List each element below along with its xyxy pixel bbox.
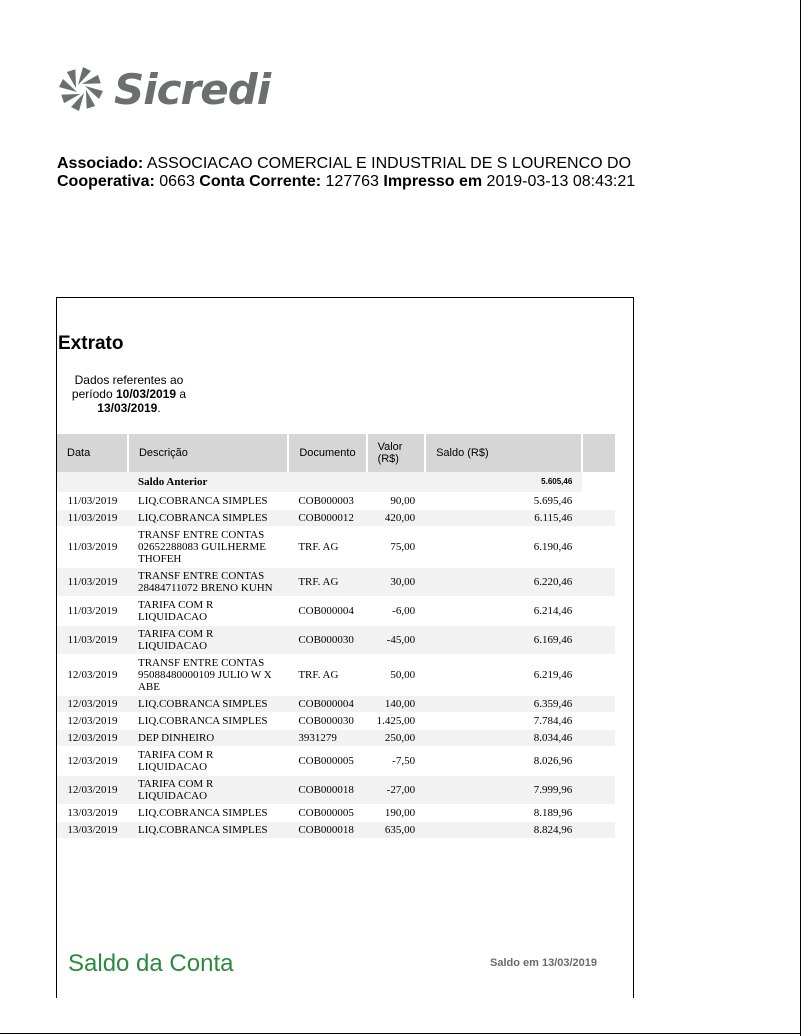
cell-descricao: LIQ.COBRANCA SIMPLES	[128, 713, 288, 730]
cell-data: 11/03/2019	[57, 626, 128, 655]
cell-valor: -6,00	[367, 597, 426, 626]
cell-descricao: TARIFA COM R LIQUIDACAO	[128, 776, 288, 805]
periodo-mid: a	[179, 387, 187, 401]
col-header-extra	[582, 434, 615, 472]
cell-saldo: 8.026,96	[425, 747, 582, 776]
cell-extra	[582, 568, 615, 597]
cell-documento: COB000012	[288, 510, 366, 527]
cell-extra	[582, 805, 615, 822]
col-header-saldo: Saldo (R$)	[425, 434, 582, 472]
saldo-conta-title: Saldo da Conta	[68, 950, 234, 977]
table-header-row	[57, 434, 615, 472]
table-row	[57, 747, 615, 776]
cell-valor: 190,00	[367, 805, 426, 822]
table-row	[57, 510, 615, 527]
cell-data: 12/03/2019	[57, 747, 128, 776]
cell-saldo: 8.824,96	[425, 822, 582, 839]
col-header-data: Data	[57, 434, 128, 472]
table-row	[57, 713, 615, 730]
cell-documento: COB000004	[288, 597, 366, 626]
cell-saldo: 6.359,46	[425, 696, 582, 713]
cell-data: 12/03/2019	[57, 655, 128, 696]
cell-data: 12/03/2019	[57, 776, 128, 805]
cell-extra	[582, 527, 615, 568]
cell-documento: COB000030	[288, 626, 366, 655]
table-row	[57, 597, 615, 626]
cell-valor: -45,00	[367, 626, 426, 655]
cell-descricao: TRANSF ENTRE CONTAS 28484711072 BRENO KUHN	[128, 568, 288, 597]
table-row	[57, 527, 615, 568]
page-bottom-border	[0, 1033, 801, 1034]
cell-saldo: 6.169,46	[425, 626, 582, 655]
cell-data: 11/03/2019	[57, 597, 128, 626]
associado-label: Associado:	[57, 155, 144, 172]
account-header	[57, 155, 635, 191]
sicredi-pinwheel-icon	[56, 64, 106, 114]
cell-documento: COB000004	[288, 696, 366, 713]
table-row	[57, 696, 615, 713]
cell-data: 13/03/2019	[57, 822, 128, 839]
cell-valor: 140,00	[367, 696, 426, 713]
cell-saldo: 7.784,46	[425, 713, 582, 730]
cell-saldo: 6.214,46	[425, 597, 582, 626]
saldo-anterior-row	[57, 472, 615, 493]
cell-data: 12/03/2019	[57, 696, 128, 713]
periodo-prefix: Dados referentes ao período	[71, 373, 184, 401]
cell-descricao: TRANSF ENTRE CONTAS 95088480000109 JULIO W X ABE	[128, 655, 288, 696]
table-row	[57, 730, 615, 747]
cell-valor: 635,00	[367, 822, 426, 839]
cell-extra	[582, 510, 615, 527]
cell-valor: 90,00	[367, 493, 426, 510]
saldo-anterior-label: Saldo Anterior	[128, 472, 425, 493]
cell-data: 13/03/2019	[57, 805, 128, 822]
cell-valor: 250,00	[367, 730, 426, 747]
table-row	[57, 822, 615, 839]
extrato-table	[57, 434, 615, 839]
cell-data: 11/03/2019	[57, 527, 128, 568]
cell-valor: 30,00	[367, 568, 426, 597]
cell-valor: -27,00	[367, 776, 426, 805]
impresso-label: Impresso em	[383, 173, 483, 190]
table-row	[57, 776, 615, 805]
cell-extra	[582, 747, 615, 776]
table-row	[57, 805, 615, 822]
cell-documento: COB000003	[288, 493, 366, 510]
cell-valor: 50,00	[367, 655, 426, 696]
impresso-value: 2019-03-13 08:43:21	[486, 173, 636, 190]
cell-descricao: LIQ.COBRANCA SIMPLES	[128, 805, 288, 822]
cell-valor: 420,00	[367, 510, 426, 527]
cell-saldo: 7.999,96	[425, 776, 582, 805]
associado-value: ASSOCIACAO COMERCIAL E INDUSTRIAL DE S LOURENCO DO	[146, 155, 632, 172]
cell-valor: 1.425,00	[367, 713, 426, 730]
cell-documento: COB000005	[288, 805, 366, 822]
saldo-em-label: Saldo em 13/03/2019	[490, 957, 598, 969]
cell-saldo: 6.115,46	[425, 510, 582, 527]
cell-descricao: LIQ.COBRANCA SIMPLES	[128, 822, 288, 839]
cell-saldo: 8.189,96	[425, 805, 582, 822]
cell-valor: 75,00	[367, 527, 426, 568]
table-row	[57, 493, 615, 510]
cell-extra	[582, 730, 615, 747]
cell-valor: -7,50	[367, 747, 426, 776]
cell-extra	[582, 696, 615, 713]
cell-documento: TRF. AG	[288, 568, 366, 597]
cell-data: 11/03/2019	[57, 493, 128, 510]
cell-documento: COB000030	[288, 713, 366, 730]
logo-text: Sicredi	[114, 64, 271, 114]
sicredi-logo	[56, 62, 270, 116]
cell-extra	[582, 822, 615, 839]
saldo-anterior-value: 5.605,46	[425, 472, 582, 493]
cell-saldo: 6.220,46	[425, 568, 582, 597]
cell-descricao: TARIFA COM R LIQUIDACAO	[128, 626, 288, 655]
cell-documento: COB000005	[288, 747, 366, 776]
cell-descricao: TRANSF ENTRE CONTAS 02652288083 GUILHERME THOFEH	[128, 527, 288, 568]
cell-extra	[582, 626, 615, 655]
cell-descricao: TARIFA COM R LIQUIDACAO	[128, 597, 288, 626]
cell-data: 11/03/2019	[57, 510, 128, 527]
cell-documento: 3931279	[288, 730, 366, 747]
cell-extra	[582, 493, 615, 510]
cell-extra	[582, 655, 615, 696]
cell-documento: COB000018	[288, 776, 366, 805]
cooperativa-value: 0663	[159, 173, 195, 190]
cell-extra	[582, 776, 615, 805]
cooperativa-line	[57, 173, 635, 191]
col-header-descricao: Descrição	[128, 434, 288, 472]
periodo-end: 13/03/2019	[97, 401, 158, 415]
col-header-valor: Valor (R$)	[367, 434, 426, 472]
cell-saldo: 8.034,46	[425, 730, 582, 747]
table-row	[57, 626, 615, 655]
cooperativa-label: Cooperativa:	[57, 173, 155, 190]
table-row	[57, 655, 615, 696]
periodo-suffix: .	[157, 401, 161, 415]
cell-extra	[582, 597, 615, 626]
conta-value: 127763	[325, 173, 379, 190]
conta-label: Conta Corrente:	[199, 173, 322, 190]
cell-descricao: LIQ.COBRANCA SIMPLES	[128, 696, 288, 713]
table-row	[57, 568, 615, 597]
periodo-start: 10/03/2019	[115, 387, 177, 401]
cell-data: 11/03/2019	[57, 568, 128, 597]
cell-descricao: DEP DINHEIRO	[128, 730, 288, 747]
cell-documento: TRF. AG	[288, 655, 366, 696]
cell-saldo: 6.219,46	[425, 655, 582, 696]
col-header-documento: Documento	[288, 434, 366, 472]
cell-descricao: LIQ.COBRANCA SIMPLES	[128, 493, 288, 510]
cell-data: 12/03/2019	[57, 730, 128, 747]
cell-descricao: LIQ.COBRANCA SIMPLES	[128, 510, 288, 527]
extrato-title: Extrato	[58, 333, 124, 354]
cell-extra	[582, 713, 615, 730]
periodo-text	[66, 373, 192, 415]
associado-line	[57, 155, 635, 173]
cell-data: 12/03/2019	[57, 713, 128, 730]
cell-saldo: 6.190,46	[425, 527, 582, 568]
cell-documento: TRF. AG	[288, 527, 366, 568]
cell-documento: COB000018	[288, 822, 366, 839]
cell-saldo: 5.695,46	[425, 493, 582, 510]
cell-descricao: TARIFA COM R LIQUIDACAO	[128, 747, 288, 776]
